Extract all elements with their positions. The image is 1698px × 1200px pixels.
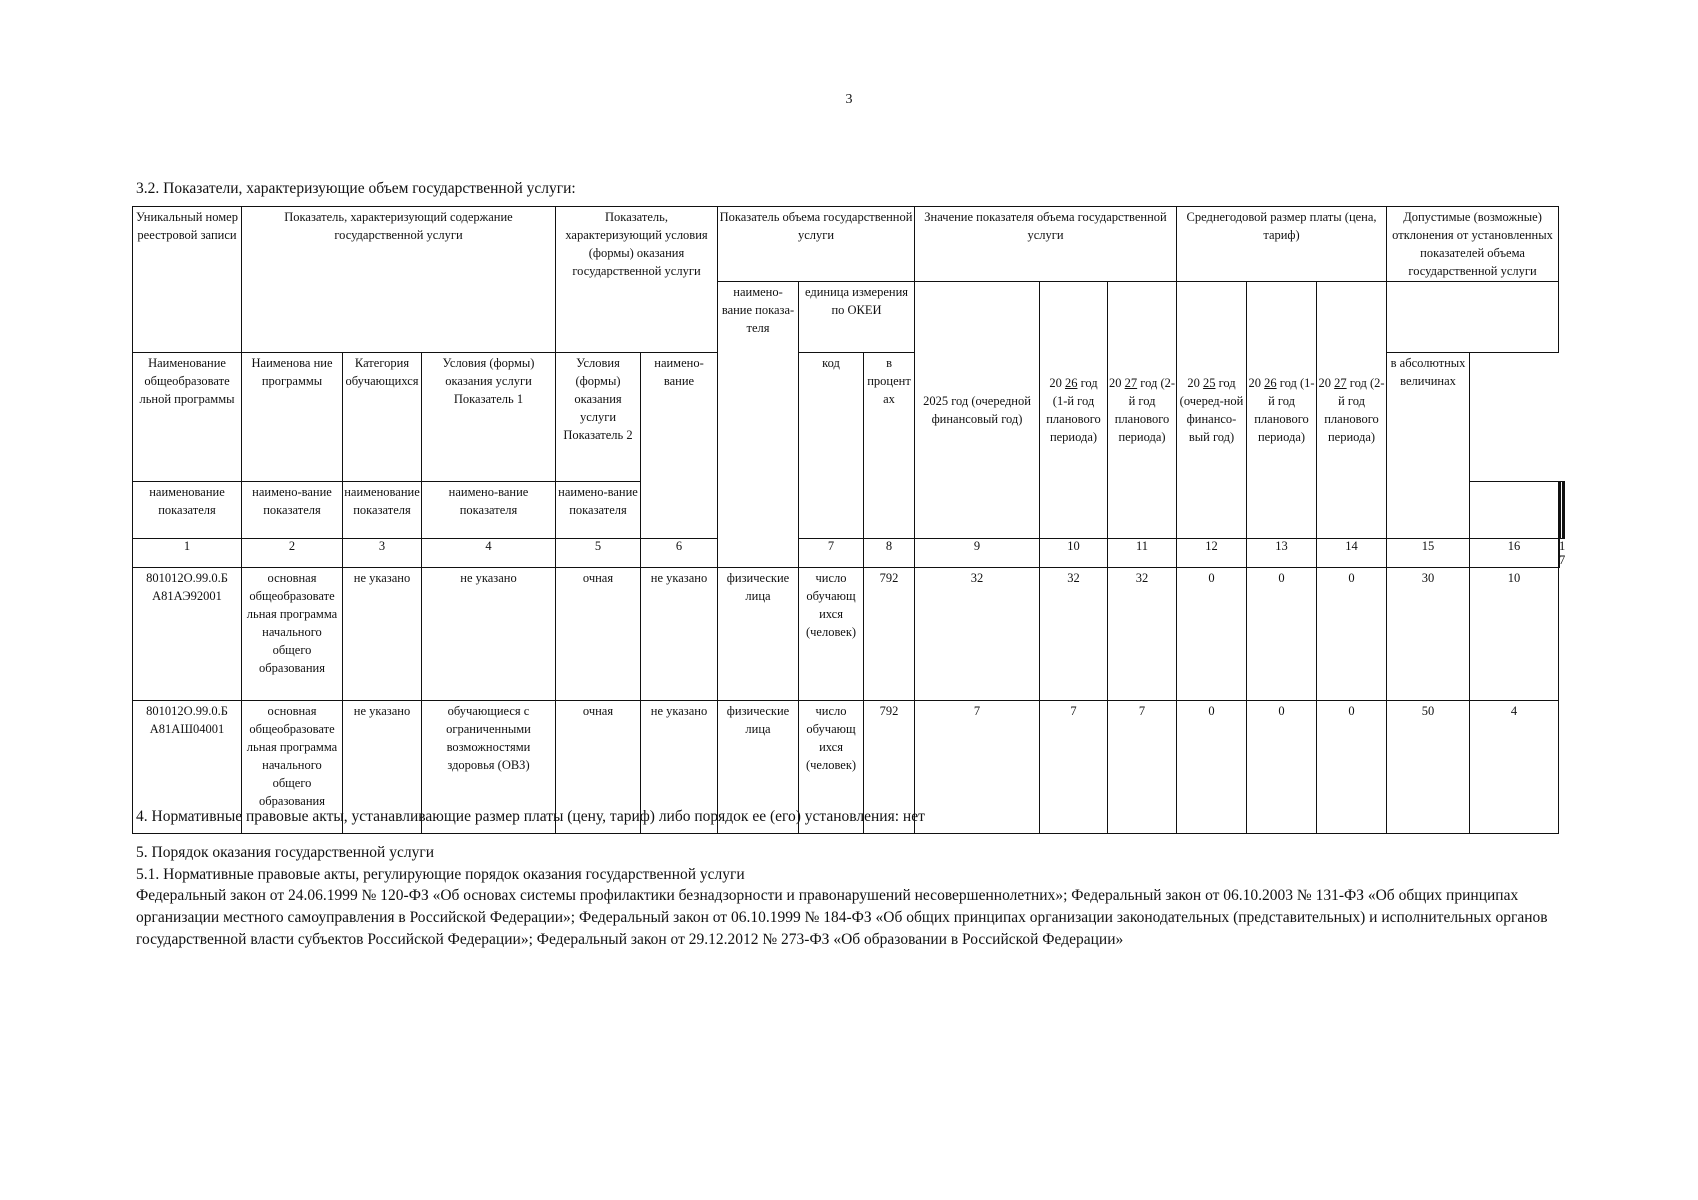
- value-2026: 7: [1040, 701, 1108, 834]
- column-number: 5: [556, 539, 641, 568]
- fee-regulation-paragraph: 4. Нормативные правовые акты, устанавливающие размер платы (цену, тариф) либо порядок ее (его) установления: нет: [136, 808, 925, 825]
- unit-code: 792: [864, 701, 915, 834]
- column-number: 12: [1177, 539, 1247, 568]
- student-category: не указано: [422, 568, 556, 701]
- header-fee-2025: 20 25 год (очеред-ной финансо-вый год): [1177, 282, 1247, 539]
- column-number: 9: [915, 539, 1040, 568]
- value-2027: 32: [1108, 568, 1177, 701]
- service-procedure-heading: 5. Порядок оказания государственной услуги: [136, 844, 434, 861]
- header-registry: Уникальный номер реестровой записи: [133, 207, 242, 353]
- volume-indicator-name: физические лица: [718, 701, 799, 834]
- program: не указано: [343, 701, 422, 834]
- header-condition-2: Условия (формы) оказания услуги Показатель 2: [556, 353, 641, 482]
- header-volume-value: Значение показателя объема государственной услуги: [915, 207, 1177, 282]
- header-year-2026: 20 26 год (1-й год планового периода): [1040, 282, 1108, 539]
- condition-1: очная: [556, 701, 641, 834]
- regulatory-acts-heading: 5.1. Нормативные правовые акты, регулирующие порядок оказания государственной услуги: [136, 866, 745, 883]
- section-title: 3.2. Показатели, характеризующие объем государственной услуги:: [136, 180, 576, 197]
- column-number: 8: [864, 539, 915, 568]
- header-volume-indicator: Показатель объема государственной услуги: [718, 207, 915, 282]
- header-program: Наименова ние программы: [242, 353, 343, 482]
- subheader-indicator-name: наимено-вание показателя: [242, 482, 343, 539]
- column-number: 10: [1040, 539, 1108, 568]
- subheader-indicator-name: наименование показателя: [343, 482, 422, 539]
- header-deviations: Допустимые (возможные) отклонения от установленных показателей объема государственной услуги: [1387, 207, 1559, 282]
- condition-2: не указано: [641, 568, 718, 701]
- column-number: 17: [1559, 539, 1566, 567]
- column-number: 1: [133, 539, 242, 568]
- header-spacer: [1563, 482, 1564, 539]
- header-deviation-percent: в процентах: [864, 353, 915, 539]
- header-average-fee: Среднегодовой размер платы (цена, тариф): [1177, 207, 1387, 282]
- value-2025: 7: [915, 701, 1040, 834]
- header-conditions-indicator: Показатель, характеризующий условия (формы) оказания государственной услуги: [556, 207, 718, 353]
- fee-2027: 0: [1317, 568, 1387, 701]
- deviation-absolute: 10: [1470, 568, 1559, 701]
- column-number: 13: [1247, 539, 1317, 568]
- fee-2026: 0: [1247, 568, 1317, 701]
- header-category: Категория обучающихся: [343, 353, 422, 482]
- unit-name: число обучающ ихся (человек): [799, 701, 864, 834]
- condition-1: очная: [556, 568, 641, 701]
- header-spacer: [1470, 482, 1559, 539]
- student-category: обучающиеся с ограниченными возможностями здоровья (ОВЗ): [422, 701, 556, 834]
- header-unit-code: код: [799, 353, 864, 539]
- column-number: 15: [1387, 539, 1470, 568]
- deviation-percent: 50: [1387, 701, 1470, 834]
- table-row: [133, 568, 1565, 701]
- regulatory-acts-list: Федеральный закон от 24.06.1999 № 120-ФЗ «Об основах системы профилактики безнадзорности и правонарушений несовершеннолетних»; Федеральный закон от 06.10.2003 № 131-ФЗ «Об общих принципах организации местного самоуправления в Российской Федерации»; Федеральный закон от 06.10.1999 № 184-ФЗ «Об общих принципах организации законодательных (представительных) и исполнительных органов государственной власти субъектов Российской Федерации»; Федеральный закон от 29.12.2012 № 273-ФЗ «Об образовании в Российской Федерации»: [136, 887, 1548, 948]
- column-number: 4: [422, 539, 556, 568]
- header-content-indicator: Показатель, характеризующий содержание государственной услуги: [242, 207, 556, 353]
- value-2027: 7: [1108, 701, 1177, 834]
- fee-2027: 0: [1317, 701, 1387, 834]
- header-fee-2027: 20 27 год (2-й год планового периода): [1317, 282, 1387, 539]
- header-unit-name: наимено-вание: [641, 353, 718, 539]
- volume-indicator-name: физические лица: [718, 568, 799, 701]
- header-program-name: Наименование общеобразовате льной программы: [133, 353, 242, 482]
- column-number: 11: [1108, 539, 1177, 568]
- column-number: 16: [1470, 539, 1559, 568]
- fee-2026: 0: [1247, 701, 1317, 834]
- header-volume-name: наимено-вание показа-теля: [718, 282, 799, 568]
- column-number: 2: [242, 539, 343, 568]
- deviation-absolute: 4: [1470, 701, 1559, 834]
- subheader-indicator-name: наимено-вание показателя: [556, 482, 641, 539]
- registry-number: 801012О.99.0.Б А81АЭ92001: [133, 568, 242, 701]
- column-number: 6: [641, 539, 718, 568]
- program: не указано: [343, 568, 422, 701]
- header-deviation-absolute: в абсолютных величинах: [1387, 353, 1470, 539]
- deviation-percent: 30: [1387, 568, 1470, 701]
- fee-2025: 0: [1177, 701, 1247, 834]
- header-year-2025: 2025 год (очередной финансовый год): [915, 282, 1040, 539]
- column-number: 7: [799, 539, 864, 568]
- condition-2: не указано: [641, 701, 718, 834]
- volume-indicators-table: [132, 206, 1565, 834]
- fee-2025: 0: [1177, 568, 1247, 701]
- registry-number: 801012О.99.0.Б А81АШ04001: [133, 701, 242, 834]
- header-year-2027: 20 27 год (2-й год планового периода): [1108, 282, 1177, 539]
- unit-code: 792: [864, 568, 915, 701]
- value-2026: 32: [1040, 568, 1108, 701]
- header-fee-2026: 20 26 год (1-й год планового периода): [1247, 282, 1317, 539]
- value-2025: 32: [915, 568, 1040, 701]
- subheader-indicator-name: наимено-вание показателя: [422, 482, 556, 539]
- header-condition-1: Условия (формы) оказания услуги Показатель 1: [422, 353, 556, 482]
- program-name: основная общеобразовате льная программа начального общего образования: [242, 701, 343, 834]
- header-unit-okei: единица измерения по ОКЕИ: [799, 282, 915, 353]
- subheader-indicator-name: наименование показателя: [133, 482, 242, 539]
- column-number: 14: [1317, 539, 1387, 568]
- unit-name: число обучающ ихся (человек): [799, 568, 864, 701]
- program-name: основная общеобразовате льная программа начального общего образования: [242, 568, 343, 701]
- header-deviations-spacer: [1387, 282, 1559, 353]
- column-number: 3: [343, 539, 422, 568]
- page-number: 3: [845, 92, 853, 107]
- column-number-row: [133, 539, 1565, 568]
